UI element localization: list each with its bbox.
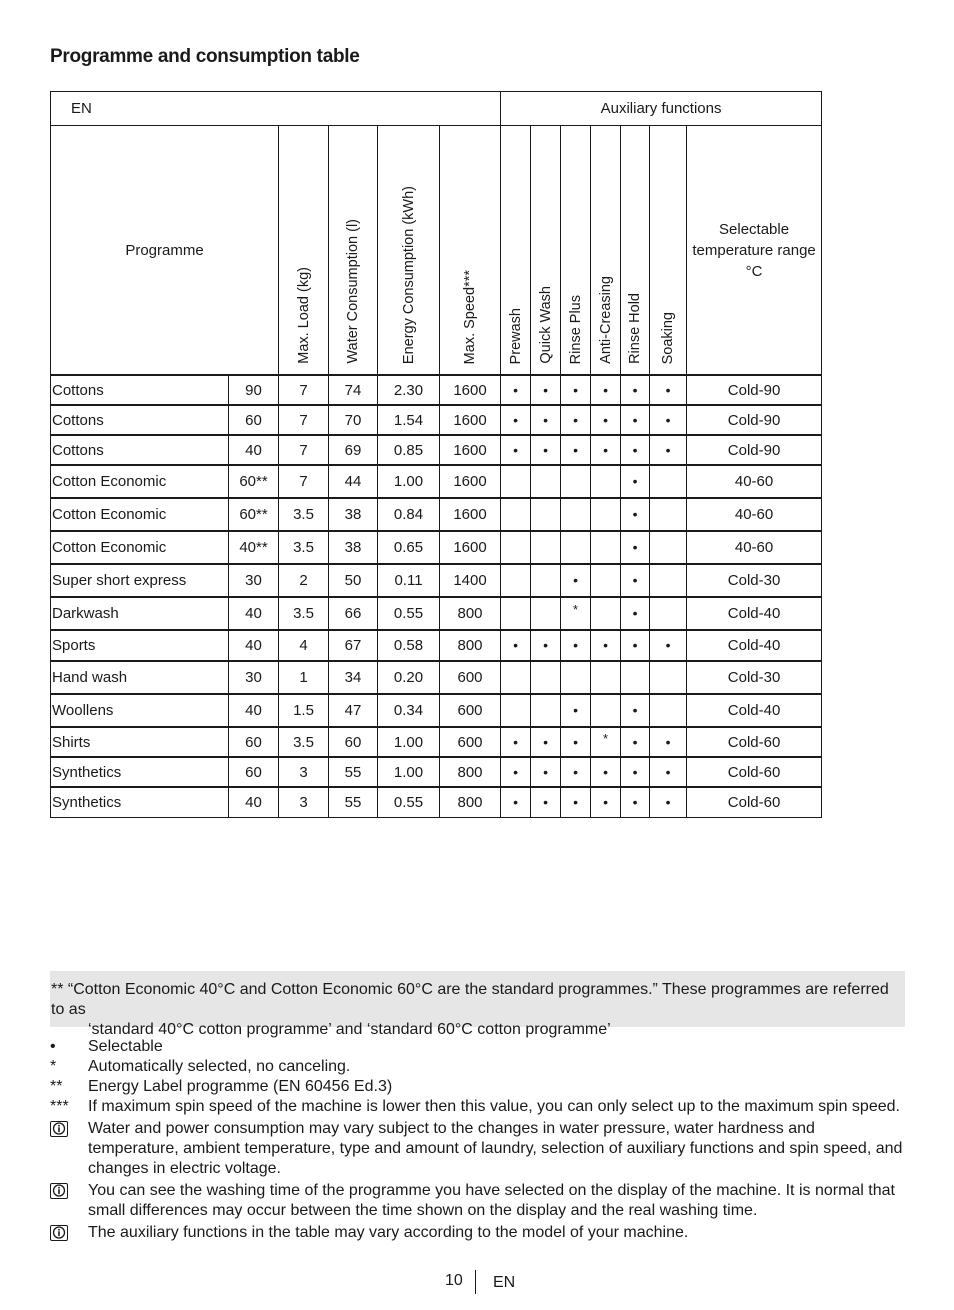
energy-consumption-cell: 1.54: [378, 405, 440, 435]
info-icon: [50, 1121, 68, 1137]
water-consumption-cell: 70: [329, 405, 378, 435]
selectable-mark: •: [603, 793, 608, 810]
aux-cell: [621, 757, 650, 787]
max-speed-cell: 1600: [440, 375, 501, 405]
max-load-cell: 1: [279, 661, 329, 694]
selectable-mark: •: [632, 572, 638, 588]
aux-cell: [501, 465, 531, 498]
programme-name: Sports: [51, 630, 229, 661]
table-row: [51, 630, 822, 661]
aux-cell: [621, 375, 650, 405]
aux-cell: [621, 498, 650, 531]
max-load-cell: 3.5: [279, 531, 329, 564]
max-load-cell: 3: [279, 757, 329, 787]
page-number: 10: [445, 1272, 463, 1289]
aux-cell: [591, 694, 621, 727]
table-row: [51, 564, 822, 597]
max-speed-cell: 1600: [440, 465, 501, 498]
max-load-cell: 1.5: [279, 694, 329, 727]
selectable-mark: •: [543, 381, 548, 398]
selectable-mark: •: [573, 637, 578, 653]
temperature-range-header: Selectable temperature range °C: [687, 126, 822, 376]
aux-cell: [561, 375, 591, 405]
selectable-mark: •: [543, 411, 548, 428]
selectable-mark: •: [543, 637, 548, 653]
aux-header-soaking: Soaking: [660, 311, 677, 364]
selectable-mark: •: [543, 733, 548, 750]
water-consumption-cell: 44: [329, 465, 378, 498]
aux-cell: [501, 694, 531, 727]
programme-name: Cotton Economic: [51, 465, 229, 498]
wash-temperature-cell: 40: [229, 694, 279, 727]
info-note-text: The auxiliary functions in the table may vary according to the model of your machine.: [88, 1224, 689, 1241]
selectable-mark: •: [513, 381, 518, 398]
selectable-mark: •: [665, 793, 671, 810]
aux-cell: [561, 498, 591, 531]
footer-language: EN: [493, 1274, 516, 1291]
aux-header-rinse-plus: Rinse Plus: [567, 294, 584, 364]
aux-cell: [591, 405, 621, 435]
aux-cell: [531, 564, 561, 597]
energy-consumption-cell: 0.34: [378, 694, 440, 727]
aux-cell: [650, 498, 687, 531]
aux-cell: [591, 597, 621, 630]
aux-cell: [621, 787, 650, 817]
wash-temperature-cell: 40: [229, 630, 279, 661]
max-load-cell: 3: [279, 787, 329, 817]
aux-cell: [621, 597, 650, 630]
programme-header: Programme: [51, 126, 279, 376]
programme-name: Cotton Economic: [51, 498, 229, 531]
table-row: [51, 375, 822, 405]
aux-cell: [591, 661, 621, 694]
aux-cell: [591, 498, 621, 531]
programme-name: Woollens: [51, 694, 229, 727]
aux-cell: [531, 435, 561, 465]
selectable-mark: •: [573, 733, 578, 750]
max-load-cell: 7: [279, 435, 329, 465]
auto-selected-mark: *: [573, 602, 579, 617]
selectable-mark: •: [513, 637, 518, 653]
table-row: [51, 405, 822, 435]
auxiliary-functions-header: Auxiliary functions: [501, 92, 822, 126]
temperature-range-cell: Cold-60: [687, 727, 822, 757]
max-load-cell: 7: [279, 375, 329, 405]
max-speed-cell: 1600: [440, 531, 501, 564]
selectable-mark: •: [573, 572, 578, 588]
selectable-mark: •: [603, 637, 608, 653]
aux-cell: [531, 727, 561, 757]
max-speed-cell: 1600: [440, 405, 501, 435]
aux-cell: [531, 498, 561, 531]
selectable-mark: •: [543, 793, 548, 810]
selectable-mark: •: [632, 411, 638, 428]
temperature-range-cell: Cold-30: [687, 661, 822, 694]
table-row: [51, 465, 822, 498]
energy-consumption-cell: 0.85: [378, 435, 440, 465]
selectable-mark: •: [573, 702, 578, 718]
aux-cell: [531, 630, 561, 661]
selectable-mark: •: [632, 702, 638, 718]
legend-item: [50, 1077, 905, 1097]
energy-consumption-cell: 0.11: [378, 564, 440, 597]
wash-temperature-cell: 30: [229, 661, 279, 694]
selectable-mark: •: [513, 733, 518, 750]
selectable-mark: •: [543, 441, 548, 458]
legend-item: [50, 1097, 905, 1117]
temperature-range-cell: Cold-30: [687, 564, 822, 597]
aux-cell: [650, 787, 687, 817]
programme-name: Shirts: [51, 727, 229, 757]
energy-consumption-cell: 0.55: [378, 787, 440, 817]
aux-cell: [501, 531, 531, 564]
aux-cell: [591, 435, 621, 465]
aux-cell: [501, 597, 531, 630]
selectable-mark: •: [665, 733, 671, 750]
aux-cell: [650, 465, 687, 498]
aux-cell: [591, 787, 621, 817]
table-row: [51, 694, 822, 727]
info-note: [50, 1181, 905, 1221]
aux-cell: [650, 531, 687, 564]
max-speed-cell: 600: [440, 727, 501, 757]
aux-cell: [561, 465, 591, 498]
max-speed-cell: 1400: [440, 564, 501, 597]
aux-cell: [591, 465, 621, 498]
table-row: [51, 757, 822, 787]
selectable-mark: •: [632, 506, 638, 522]
table-row: [51, 597, 822, 630]
temperature-range-cell: 40-60: [687, 465, 822, 498]
max-load-cell: 4: [279, 630, 329, 661]
max-speed-cell: 600: [440, 661, 501, 694]
standard-programme-note: [50, 971, 905, 1038]
aux-cell: [650, 757, 687, 787]
aux-cell: [561, 757, 591, 787]
aux-cell: [591, 531, 621, 564]
programme-name: Darkwash: [51, 597, 229, 630]
info-icon: [50, 1225, 68, 1241]
aux-cell: [591, 375, 621, 405]
aux-cell: [591, 630, 621, 661]
selectable-mark: •: [632, 763, 638, 780]
programme-table: [50, 91, 822, 818]
max-speed-cell: 1600: [440, 498, 501, 531]
wash-temperature-cell: 60**: [229, 498, 279, 531]
programme-name: Synthetics: [51, 757, 229, 787]
water-consumption-cell: 55: [329, 757, 378, 787]
selectable-mark: •: [632, 473, 638, 489]
legend-text: Automatically selected, no canceling.: [88, 1058, 351, 1075]
max-load-cell: 3.5: [279, 727, 329, 757]
water-consumption-cell: 34: [329, 661, 378, 694]
table-row: [51, 435, 822, 465]
temperature-range-cell: Cold-40: [687, 630, 822, 661]
legend-symbol: ***: [50, 1098, 69, 1115]
aux-cell: [561, 661, 591, 694]
selectable-mark: •: [632, 539, 638, 555]
aux-cell: [621, 435, 650, 465]
selectable-mark: •: [632, 733, 638, 750]
selectable-mark: •: [573, 381, 578, 398]
temperature-range-cell: 40-60: [687, 531, 822, 564]
aux-cell: [561, 787, 591, 817]
programme-name: Cottons: [51, 435, 229, 465]
legend-item: [50, 1037, 905, 1057]
max-load-cell: 2: [279, 564, 329, 597]
wash-temperature-cell: 40: [229, 787, 279, 817]
energy-consumption-cell: 0.20: [378, 661, 440, 694]
selectable-mark: •: [665, 763, 671, 780]
selectable-mark: •: [665, 411, 671, 428]
selectable-mark: •: [513, 441, 518, 458]
aux-cell: [501, 661, 531, 694]
aux-cell: [561, 694, 591, 727]
aux-cell: [650, 597, 687, 630]
aux-cell: [531, 531, 561, 564]
energy-consumption-header: Energy Consumption (kWh): [400, 185, 417, 364]
info-note: [50, 1223, 905, 1245]
selectable-mark: •: [665, 637, 671, 653]
aux-cell: [561, 630, 591, 661]
wash-temperature-cell: 40**: [229, 531, 279, 564]
aux-header-quick-wash: Quick Wash: [537, 286, 554, 364]
aux-cell: [650, 564, 687, 597]
water-consumption-cell: 50: [329, 564, 378, 597]
wash-temperature-cell: 40: [229, 435, 279, 465]
aux-header-anti-creasing: Anti-Creasing: [597, 276, 614, 364]
water-consumption-cell: 60: [329, 727, 378, 757]
aux-cell: [501, 498, 531, 531]
info-note-text: Water and power consumption may vary subject to the changes in water pressure, water hardness and temperature, ambient temperature, type and amount of laundry, selection of auxiliary functions and spin speed, and changes in electric voltage.: [88, 1120, 903, 1177]
table-row: [51, 727, 822, 757]
note-line-1: ** “Cotton Economic 40°C and Cotton Economic 60°C are the standard programmes.” These programmes are referred to as: [51, 981, 889, 1018]
wash-temperature-cell: 90: [229, 375, 279, 405]
selectable-mark: •: [513, 411, 518, 428]
aux-cell: [591, 757, 621, 787]
energy-consumption-cell: 2.30: [378, 375, 440, 405]
aux-header-prewash: Prewash: [507, 307, 524, 364]
programme-name: Cottons: [51, 375, 229, 405]
info-icon: [50, 1183, 68, 1199]
legend-text: Energy Label programme (EN 60456 Ed.3): [88, 1078, 393, 1095]
max-speed-cell: 800: [440, 787, 501, 817]
aux-cell: [621, 564, 650, 597]
water-consumption-cell: 38: [329, 498, 378, 531]
water-consumption-cell: 74: [329, 375, 378, 405]
legend-symbol: •: [50, 1038, 56, 1055]
selectable-mark: •: [665, 381, 671, 398]
max-speed-cell: 800: [440, 597, 501, 630]
note-line-2: ‘standard 40°C cotton programme’ and ‘standard 60°C cotton programme’: [88, 1021, 611, 1038]
aux-cell: [501, 405, 531, 435]
aux-cell: [531, 597, 561, 630]
aux-cell: [621, 694, 650, 727]
aux-cell: [621, 727, 650, 757]
max-speed-cell: 600: [440, 694, 501, 727]
aux-cell: [650, 661, 687, 694]
aux-cell: [650, 630, 687, 661]
max-load-cell: 3.5: [279, 597, 329, 630]
water-consumption-cell: 69: [329, 435, 378, 465]
max-speed-cell: 1600: [440, 435, 501, 465]
programme-name: Synthetics: [51, 787, 229, 817]
max-speed-cell: 800: [440, 757, 501, 787]
aux-cell: [531, 694, 561, 727]
aux-cell: [650, 727, 687, 757]
info-note: [50, 1119, 905, 1179]
legend-text: If maximum spin speed of the machine is lower then this value, you can only select up to the maximum spin speed.: [88, 1098, 900, 1115]
energy-consumption-cell: 1.00: [378, 757, 440, 787]
aux-cell: [621, 630, 650, 661]
temperature-range-cell: Cold-60: [687, 787, 822, 817]
aux-cell: [501, 375, 531, 405]
energy-consumption-cell: 0.65: [378, 531, 440, 564]
aux-cell: [531, 375, 561, 405]
selectable-mark: •: [632, 637, 638, 653]
wash-temperature-cell: 60: [229, 757, 279, 787]
aux-cell: [561, 597, 591, 630]
water-consumption-cell: 47: [329, 694, 378, 727]
water-consumption-cell: 66: [329, 597, 378, 630]
programme-name: Cotton Economic: [51, 531, 229, 564]
table-row: [51, 531, 822, 564]
aux-cell: [501, 787, 531, 817]
water-consumption-cell: 67: [329, 630, 378, 661]
aux-cell: [591, 727, 621, 757]
temperature-range-cell: Cold-90: [687, 435, 822, 465]
energy-consumption-cell: 0.84: [378, 498, 440, 531]
selectable-mark: •: [573, 441, 578, 458]
aux-cell: [650, 694, 687, 727]
programme-name: Cottons: [51, 405, 229, 435]
table-row: [51, 498, 822, 531]
temperature-range-cell: Cold-40: [687, 694, 822, 727]
aux-cell: [531, 405, 561, 435]
energy-consumption-cell: 1.00: [378, 727, 440, 757]
programme-name: Hand wash: [51, 661, 229, 694]
legend-symbol: *: [50, 1058, 57, 1075]
temperature-range-cell: 40-60: [687, 498, 822, 531]
auto-selected-mark: *: [603, 730, 609, 746]
selectable-mark: •: [603, 763, 608, 780]
aux-cell: [650, 435, 687, 465]
aux-cell: [531, 465, 561, 498]
energy-consumption-cell: 0.58: [378, 630, 440, 661]
aux-cell: [561, 564, 591, 597]
aux-cell: [621, 405, 650, 435]
table-row: [51, 787, 822, 817]
max-speed-cell: 800: [440, 630, 501, 661]
temperature-range-cell: Cold-90: [687, 375, 822, 405]
aux-cell: [561, 531, 591, 564]
aux-cell: [621, 465, 650, 498]
selectable-mark: •: [632, 441, 638, 458]
energy-consumption-cell: 1.00: [378, 465, 440, 498]
selectable-mark: •: [603, 381, 608, 398]
aux-cell: [650, 405, 687, 435]
wash-temperature-cell: 40: [229, 597, 279, 630]
selectable-mark: •: [573, 793, 578, 810]
temperature-range-cell: Cold-40: [687, 597, 822, 630]
aux-cell: [591, 564, 621, 597]
aux-cell: [621, 661, 650, 694]
max-load-cell: 7: [279, 405, 329, 435]
aux-cell: [531, 661, 561, 694]
selectable-mark: •: [665, 441, 671, 458]
max-speed-header: Max. Speed***: [462, 269, 479, 364]
aux-cell: [621, 531, 650, 564]
selectable-mark: •: [513, 763, 518, 780]
programme-name: Super short express: [51, 564, 229, 597]
page-title: Programme and consumption table: [50, 46, 360, 67]
legend-text: Selectable: [88, 1038, 163, 1055]
selectable-mark: •: [632, 381, 638, 398]
aux-cell: [531, 787, 561, 817]
aux-cell: [650, 375, 687, 405]
temperature-range-cell: Cold-90: [687, 405, 822, 435]
selectable-mark: •: [632, 793, 638, 810]
selectable-mark: •: [603, 411, 608, 428]
aux-header-rinse-hold: Rinse Hold: [627, 293, 644, 364]
max-load-cell: 3.5: [279, 498, 329, 531]
aux-cell: [561, 435, 591, 465]
aux-cell: [501, 757, 531, 787]
aux-cell: [561, 727, 591, 757]
max-load-header: Max. Load (kg): [295, 267, 312, 364]
selectable-mark: •: [573, 411, 578, 428]
selectable-mark: •: [573, 763, 578, 780]
selectable-mark: •: [632, 605, 638, 621]
wash-temperature-cell: 60: [229, 405, 279, 435]
water-consumption-header: Water Consumption (l): [345, 219, 361, 364]
selectable-mark: •: [543, 763, 548, 780]
table-row: [51, 661, 822, 694]
temperature-range-cell: Cold-60: [687, 757, 822, 787]
legend-item: [50, 1057, 905, 1077]
info-note-text: You can see the washing time of the programme you have selected on the display of the machine. It is normal that small differences may occur between the time shown on the display and the real washing time.: [88, 1182, 895, 1219]
aux-cell: [501, 727, 531, 757]
aux-cell: [501, 435, 531, 465]
selectable-mark: •: [603, 441, 608, 458]
aux-cell: [501, 630, 531, 661]
max-load-cell: 7: [279, 465, 329, 498]
water-consumption-cell: 55: [329, 787, 378, 817]
aux-cell: [501, 564, 531, 597]
legend-symbol: **: [50, 1078, 63, 1095]
footer-divider: [475, 1270, 476, 1294]
wash-temperature-cell: 60**: [229, 465, 279, 498]
selectable-mark: •: [513, 793, 518, 810]
legend: [50, 1037, 905, 1245]
wash-temperature-cell: 30: [229, 564, 279, 597]
language-label: EN: [51, 92, 501, 126]
water-consumption-cell: 38: [329, 531, 378, 564]
energy-consumption-cell: 0.55: [378, 597, 440, 630]
aux-cell: [531, 757, 561, 787]
aux-cell: [561, 405, 591, 435]
wash-temperature-cell: 60: [229, 727, 279, 757]
